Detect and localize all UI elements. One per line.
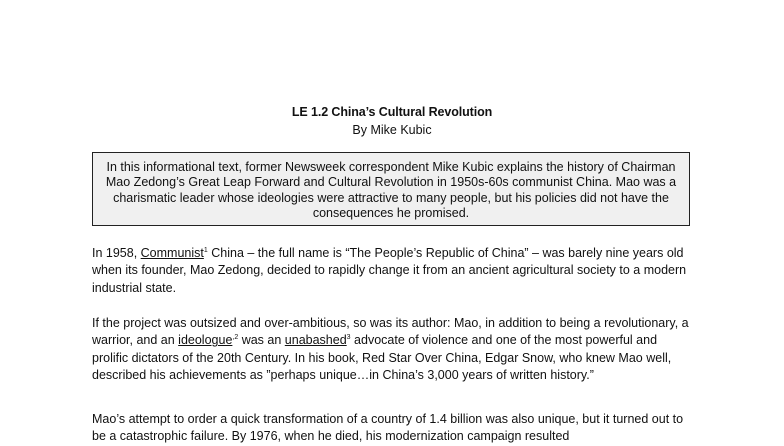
p1-after: China – the full name is “The People’s Republic of China” – was barely nine years old when its founder, Mao Zedong, decided to rapidly change it from an ancient agricultural society to a modern industrial state.	[92, 246, 687, 295]
intro-text: In this informational text, former Newsweek correspondent Mike Kubic explains the history of Chairman Mao Zedong’s Great Leap Forward and Cultural Revolution in 1950s-60s communist China. Mao was a charismatic leader whose ideologies were attractive to many people, but his policies did not have the consequences he promised.	[105, 160, 677, 221]
footnote-3: 3	[346, 334, 351, 342]
footnote-2: ,2	[232, 334, 239, 342]
p2-part3: advocate of violence and one of the most powerful and prolific dictators of the 20th Century. In his book, Red Star Over China, Edgar Snow, who knew Mao well, described his achievements as ”perhaps unique…in China’s 3,000 years of written history.”	[92, 333, 672, 383]
footnote-1: 1	[203, 247, 208, 254]
paragraph-1	[92, 245, 692, 297]
term-unabashed: unabashed	[284, 333, 347, 348]
term-communist: Communist	[140, 246, 204, 260]
p2-part1: If the project was outsized and over-ambitious, so was its author: Mao, in addition to being a revolutionary, a warrior, and an	[92, 316, 689, 348]
paragraph-3: Mao’s attempt to order a quick transformation of a country of 1.4 billion was also unique, but it turned out to be a catastrophic failure. By 1976, when he died, his modernization campaign resulted	[92, 412, 684, 444]
page-title: LE 1.2 China’s Cultural Revolution	[291, 105, 493, 119]
p1-before: In 1958,	[92, 246, 141, 260]
intro-box	[92, 152, 690, 226]
byline: By Mike Kubic	[352, 123, 432, 137]
paragraph-2	[92, 315, 692, 385]
term-ideologue: ideologue	[178, 333, 233, 348]
p2-part2: was an	[238, 333, 285, 348]
